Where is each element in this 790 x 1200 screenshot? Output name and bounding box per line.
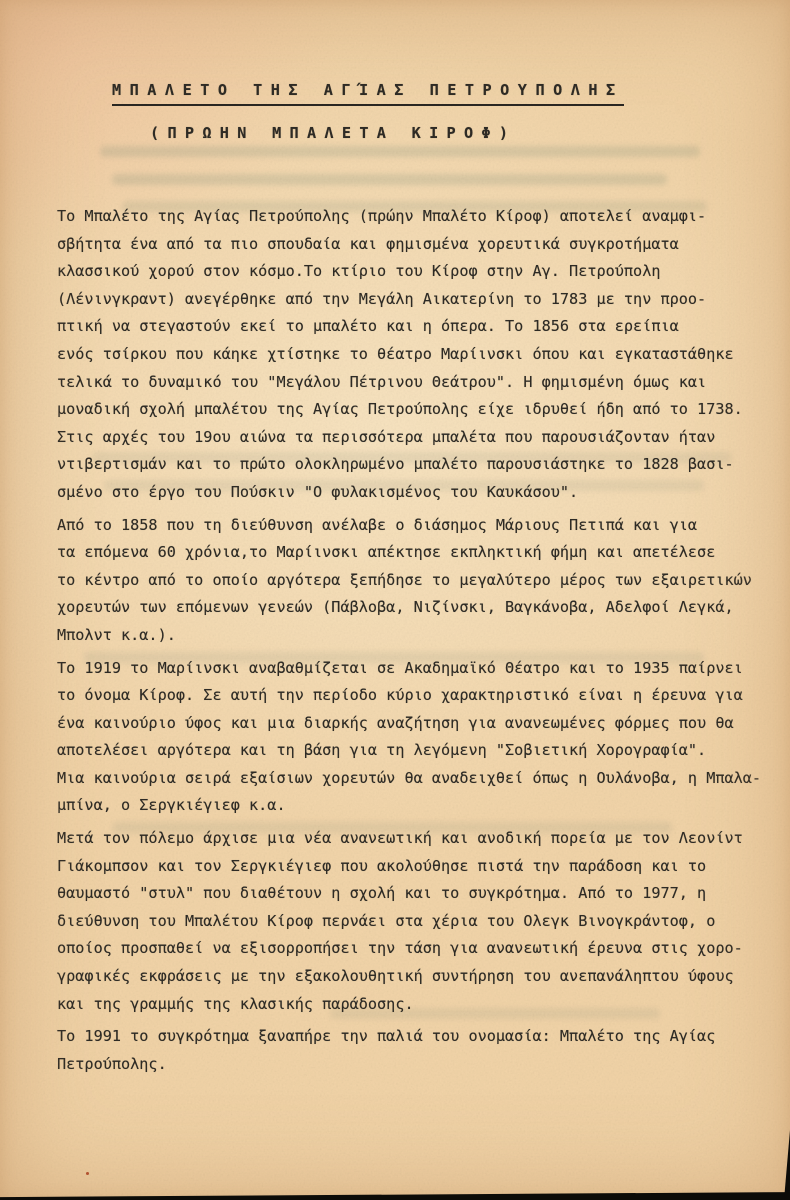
paragraph-1	[57, 203, 782, 507]
text-line: σβήτητα ένα από τα πιο σπουδαία και φημισμένα χορευτικά συγκροτήματα	[57, 234, 679, 253]
text-line: Από το 1858 που τη διεύθυνση ανέλαβε ο διάσημος Μάριους Πετιπά και για	[57, 515, 698, 534]
text-line: Το 1991 το συγκρότημα ξαναπήρε την παλιά του ονομασία: Μπαλέτο της Αγίας	[57, 1027, 716, 1046]
paragraph-2	[57, 512, 782, 650]
text-line: κλασσικού χορού στον κόσμο.Το κτίριο του Κίροφ στην Αγ. Πετρούπολη	[57, 262, 661, 281]
paragraph-3	[57, 655, 782, 821]
text-line: Το Μπαλέτο της Αγίας Πετρούπολης (πρώην Μπαλέτο Κίροφ) αποτελεί αναμφι-	[57, 207, 707, 225]
text-line: τελικά το δυναμικό του "Μεγάλου Πέτρινου Θεάτρου". Η φημισμένη όμως και	[57, 372, 707, 391]
document-subtitle: (ΠΡΩΗΝ ΜΠΑΛΕΤΑ ΚΙΡΟΦ)	[150, 124, 517, 142]
text-line: το όνομα Κίροφ. Σε αυτή την περίοδο κύριο χαρακτηριστικό είναι η έρευνα για	[57, 686, 743, 705]
text-line: ένα καινούριο ύφος και μια διαρκής αναζήτηση για ανανεωμένες φόρμες που θα	[57, 713, 734, 732]
text-line: πτική να στεγαστούν εκεί το μπαλέτο και η όπερα. Το 1856 στα ερείπια	[57, 317, 679, 336]
text-line: Μετά τον πόλεμο άρχισε μια νέα ανανεωτική και ανοδική πορεία με τον Λεονίντ	[57, 829, 743, 848]
text-line: Στις αρχές του 19ου αιώνα τα περισσότερα μπαλέτα που παρουσιάζονταν ήταν	[57, 427, 716, 446]
text-line: μοναδική σχολή μπαλέτου της Αγίας Πετρούπολης είχε ιδρυθεί ήδη από το 1738.	[57, 400, 743, 419]
text-line: μπίνα, ο Σεργκιέγιεφ κ.α.	[57, 796, 286, 815]
paragraph-5	[57, 1023, 782, 1078]
document-body	[57, 203, 782, 1083]
text-line: σμένο στο έργο του Πούσκιν "Ο φυλακισμένος του Καυκάσου".	[57, 482, 579, 501]
text-line: Πετρούπολης.	[57, 1054, 167, 1073]
document-title: ΜΠΑΛΕΤΟ ΤΗΣ ΑΓΊΑΣ ΠΕΤΡΟΥΠΟΛΗΣ	[112, 83, 624, 106]
text-line: χορευτών των επόμενων γενεών (Πάβλοβα, Νιζίνσκι, Βαγκάνοβα, Αδελφοί Λεγκά,	[57, 598, 734, 617]
paper-speck	[86, 1172, 89, 1175]
text-line: τα επόμενα 60 χρόνια,το Μαρίινσκι απέκτησε εκπληκτική φήμη και απετέλεσε	[57, 543, 716, 562]
text-line: Γιάκομπσον και τον Σεργκιέγιεφ που ακολούθησε πιστά την παράδοση και το	[57, 856, 707, 875]
text-line: γραφικές εκφράσεις με την εξακολουθητική συντήρηση του ανεπανάληπτου ύφους	[57, 967, 734, 986]
text-line: διεύθυνση του Μπαλέτου Κίροφ περνάει στα χέρια του Ολεγκ Βινογκράντοφ, ο	[57, 911, 716, 930]
text-line: και της γραμμής της κλασικής παράδοσης.	[57, 994, 414, 1013]
paragraph-4	[57, 825, 782, 1018]
text-line: ενός τσίρκου που κάηκε χτίστηκε το θέατρο Μαρίινσκι όπου και εγκαταστάθηκε	[57, 344, 734, 363]
text-line: (Λένινγκραντ) ανεγέρθηκε από την Μεγάλη Αικατερίνη το 1783 με την προο-	[57, 289, 707, 308]
text-line: οποίος προσπαθεί να εξισορροπήσει την τάση για ανανεωτική έρευνα στις χορο-	[57, 939, 743, 958]
text-line: Το 1919 το Μαρίινσκι αναβαθμίζεται σε Ακαδημαϊκό Θέατρο και το 1935 παίρνει	[57, 658, 743, 677]
text-line: αποτελέσει αργότερα και τη βάση για τη λεγόμενη "Σοβιετική Χορογραφία".	[57, 741, 707, 760]
text-line: ντιβερτισμάν και το πρώτο ολοκληρωμένο μπαλέτο παρουσιάστηκε το 1828 βασι-	[57, 455, 734, 474]
text-line: το κέντρο από το οποίο αργότερα ξεπήδησε το μεγαλύτερο μέρος των εξαιρετικών	[57, 570, 752, 589]
text-line: Μια καινούρια σειρά εξαίσιων χορευτών θα αναδειχθεί όπως η Ουλάνοβα, η Μπαλα-	[57, 768, 762, 787]
text-line: Μπολντ κ.α.).	[57, 625, 176, 644]
text-line: θαυμαστό "στυλ" που διαθέτουν η σχολή και το συγκρότημα. Από το 1977, η	[57, 884, 707, 903]
